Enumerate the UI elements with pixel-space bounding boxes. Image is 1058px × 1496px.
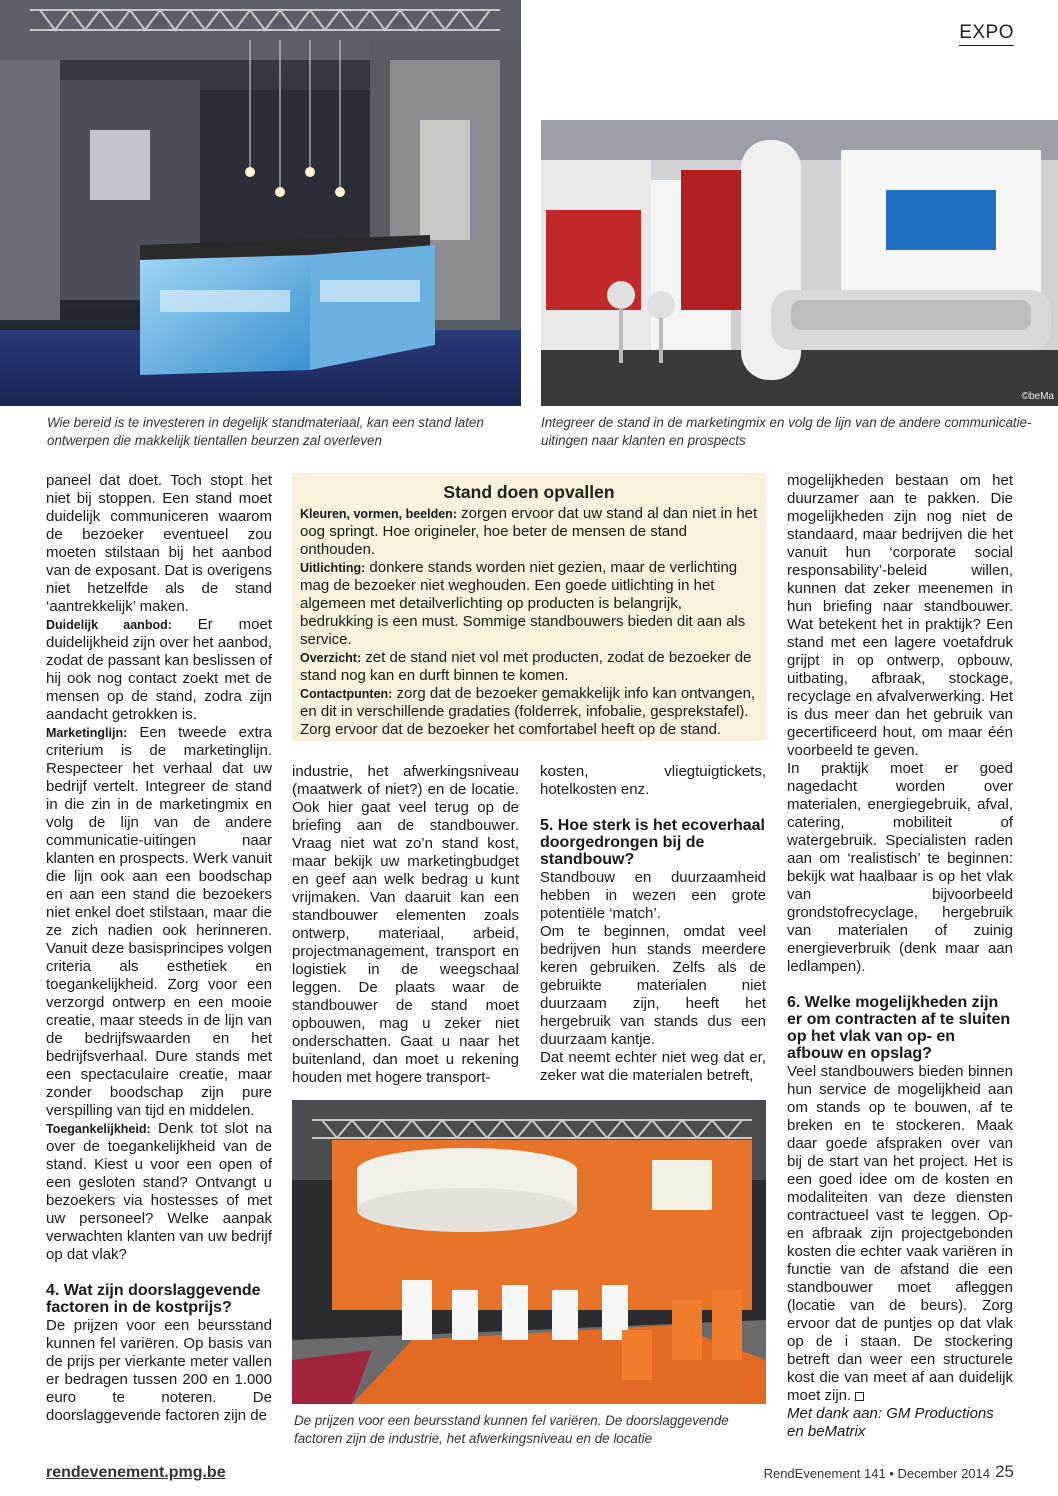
paragraph: In praktijk moet er goed nagedacht worden over materialen, energiegebruik, afval, catering, mobiliteit of watergebruik. Specialisten raden aan om ‘realistisch’ te beginnen: bekijk wat haalbaar is op het vlak van bijvoorbeeld grondstofrecyclage, hergebruik van materialen of zuinig energieverbruik (denk maar aan ledlampen).: [787, 760, 1013, 975]
sidebar-item-text: zet de stand niet vol met producten, zodat de bezoeker de stand nog kan en durft binnen te komen.: [300, 649, 752, 684]
sidebar-item-lead: Overzicht:: [300, 651, 362, 665]
sidebar-item-text: zorg dat de bezoeker gemakkelijk info kan ontvangen, en dit in verschillende gradaties (folderrek, infobalie, gesprekstafel). Zorg ervoor dat de bezoeker het comfortabel heeft op de stand.: [300, 685, 756, 738]
booth-photo-right: [541, 120, 1058, 406]
sidebar-box: [292, 473, 766, 741]
caption-right: Integreer de stand in de marketingmix en volg de lijn van de andere communicatie-uitingen naar klanten en prospects: [541, 415, 1032, 448]
paragraph: [46, 724, 272, 1120]
question-heading-6: 6. Welke mogelijkheden zijn er om contracten af te sluiten op het vlak van op- en afbouw en opslag?: [787, 994, 1011, 1062]
paragraph: Om te beginnen, omdat veel bedrijven hun stands meerdere keren gebruiken. Zelfs als de gebruikte materialen niet duurzaam zijn, heeft het hergebruik van stands dus een duurzaam kantje.: [540, 923, 766, 1048]
sidebar-item: [300, 649, 758, 685]
paragraph: Dat neemt echter niet weg dat er, zeker wat die materialen betreft,: [540, 1049, 766, 1084]
paragraph: De prijzen voor een beursstand kunnen fel variëren. Op basis van de prijs per vierkante meter vallen er bedragen tussen 200 en 1.000 euro te noteren. De doorslaggevende factoren zijn de: [46, 1317, 272, 1424]
caption-left: Wie bereid is te investeren in degelijk standmateriaal, kan een stand laten ontwerpen die makkelijk tientallen beurzen zal overleven: [47, 415, 484, 448]
booth-photo-left: [0, 0, 521, 406]
paragraph: [46, 616, 272, 724]
sidebar-title: Stand doen opvallen: [443, 482, 615, 502]
article-column-4: [787, 472, 1013, 1441]
article-column-2: [292, 763, 519, 1087]
section-tag: EXPO: [959, 22, 1014, 46]
paragraph: paneel dat doet. Toch stopt het niet bij stoppen. Een stand moet duidelijk communiceren waarom de bezoeker eventueel zou moeten stilstaan bij het aanbod van de exposant. Dat is overigens niet hetzelfde als de stand ‘aantrekkelijk’ maken.: [46, 472, 272, 615]
paragraph: kosten, vliegtuigtickets, hotelkosten enz.: [540, 763, 766, 798]
footer-website-link[interactable]: rendevenement.pmg.be: [46, 1464, 226, 1481]
paragraph-lead: Toegankelijkheid:: [46, 1122, 151, 1136]
sidebar-item: [300, 685, 758, 739]
paragraph-lead: Duidelijk aanbod:: [46, 618, 172, 632]
paragraph-text: Een tweede extra criterium is de marketinglijn. Respecteer het verhaal dat uw bedrijf vertelt. Integreer de stand in die zin in de marketingmix en volg de lijn van de andere communicatie-uitingen naar klanten en prospects. Werk vanuit die lijn ook aan een boodschap en aan een stand die bezoekers niet enkel doet stilstaan, maar die ze zich nadien ook herinneren. Vanuit deze basisprincipes volgen criteria als esthetiek en toegankelijkheid. Zorg voor een verzorgd ontwerp en een mooie creatie, maar steeds in de lijn van de bedrijfswaarden en het bedrijfsverhaal. Dure stands met een spectaculaire creatie, maar zonder boodschap zijn pure verspilling van tijd en middelen.: [46, 724, 272, 1119]
sidebar-item: [300, 559, 758, 649]
paragraph-text: Veel standbouwers bieden binnen hun service de mogelijkheid aan om stands op te bouwen, af te breken en te stockeren. Maak daar goede afspraken over van bij de start van het project. Het is een goed idee om de kosten en modaliteiten van deze diensten contractueel vast te leggen. Op- en afbraak zijn projectgebonden kosten die echter vaak variëren in functie van de afstand die een standbouwer moet afleggen (locatie van de beurs). Zorg ervoor dat de puntjes op dat vlak op de i staan. De stockering betreft dan weer een structurele kost die van meet af aan duidelijk moet zijn.: [787, 1063, 1013, 1404]
sidebar-item-text: donkere stands worden niet gezien, maar de verlichting mag de bezoeker niet weghouden. Een goede uitlichting in het algemeen met detailverlichting op producten is belangrijk, bedrukking is een must. Sommige standbouwers bieden dit aan als service.: [300, 559, 746, 648]
footer-issue: RendEvenement 141 • December 2014: [763, 1466, 990, 1481]
end-mark-icon: [855, 1392, 864, 1401]
booth-photo-bottom: [292, 1100, 766, 1404]
paragraph: Standbouw en duurzaamheid hebben in wezen een grote potentiële ‘match’.: [540, 869, 766, 922]
page-number: 25: [995, 1462, 1014, 1481]
paragraph: industrie, het afwerkingsniveau (maatwerk of niet?) en de locatie. Ook hier gaat veel terug op de briefing aan de standbouwer. Vraag niet wat zo’n stand kost, maar bekijk uw marketingbudget en geef aan welk bedrag u kunt vrijmaken. Van daaruit kan een standbouwer elementen zoals ontwerp, materiaal, arbeid, projectmanagement, transport en logistiek in de weegschaal leggen. De plaats waar de standbouwer de stand moet opbouwen, mag u zeker niet onderschatten. Gaat u naar het buitenland, dan moet u rekening houden met hogere transport-: [292, 763, 519, 1086]
article-column-1: [46, 472, 272, 1425]
question-heading-5: 5. Hoe sterk is het ecoverhaal doorgedrongen bij de standbouw?: [540, 817, 765, 868]
sidebar-item-lead: Kleuren, vormen, beelden:: [300, 507, 457, 521]
sidebar-item-lead: Uitlichting:: [300, 561, 366, 575]
sidebar-item-lead: Contactpunten:: [300, 687, 393, 701]
paragraph: [787, 1063, 1013, 1405]
caption-bottom: De prijzen voor een beursstand kunnen fel variëren. De doorslaggevende factoren zijn de industrie, het afwerkingsniveau en de locatie: [294, 1413, 729, 1446]
question-heading-4: 4. Wat zijn doorslaggevende factoren in de kostprijs?: [46, 1282, 261, 1316]
paragraph-text: Denk tot slot na over de toegankelijkheid van de stand. Kiest u voor een open of een gesloten stand? Ontvangt u bezoekers via hostesses of met uw personeel? Welke aanpak verwachten klanten van uw bedrijf op dat vlak?: [46, 1120, 272, 1263]
sidebar-item-text: zorgen ervoor dat uw stand al dan niet in het oog springt. Hoe origineler, hoe beter de mensen de stand onthouden.: [300, 505, 758, 558]
sidebar-item: [300, 505, 758, 559]
paragraph-text: Er moet duidelijkheid zijn over het aanbod, zodat de passant kan beslissen of hij ook nog contact zoekt met de mensen op de stand, zodra zijn aandacht getrokken is.: [46, 616, 272, 723]
paragraph: [46, 1120, 272, 1264]
acknowledgement: Met dank aan: GM Productions en beMatrix: [787, 1405, 994, 1440]
article-column-3: [540, 763, 766, 1085]
paragraph-lead: Marketinglijn:: [46, 726, 128, 740]
paragraph: mogelijkheden bestaan om het duurzamer aan te pakken. Die mogelijkheden zijn nog niet de standaard, maar bedrijven die het vanuit hun ‘corporate social responsability’-beleid willen, kunnen dat zeker meenemen in hun briefing naar standbouwer. Wat betekent het in praktijk? Een stand met een lagere voetafdruk grijpt in op ontwerp, opbouw, uitbating, afbraak, stockage, recyclage en afvalverwerking. Het is dus meer dan het gebruik van gecertificeerd hout, om maar één voorbeeld te geven.: [787, 472, 1013, 759]
photo-credit: ©beMa: [1021, 391, 1054, 402]
